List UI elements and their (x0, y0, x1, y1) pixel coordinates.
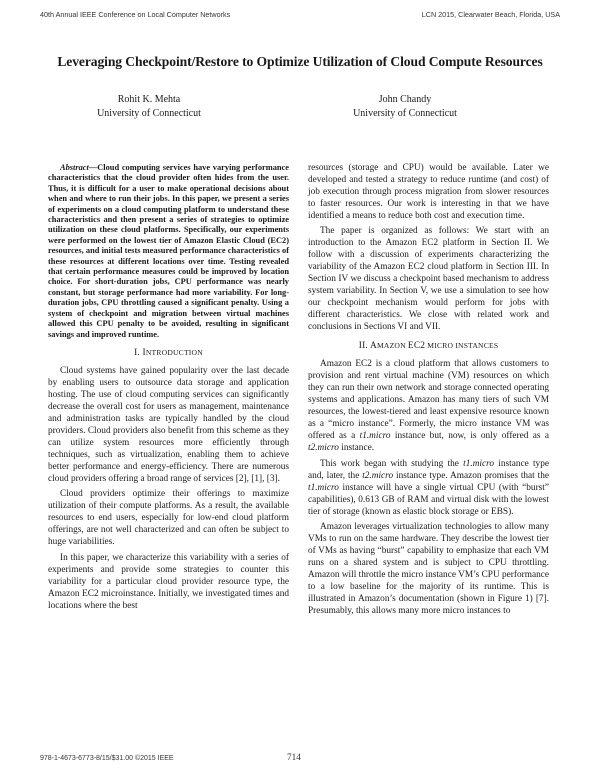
running-header-right: LCN 2015, Clearwater Beach, Florida, USA (421, 10, 560, 19)
right-column (308, 162, 549, 621)
paragraph: Amazon leverages virtualization technologies to allow many VMs to run on the same hardware. They describe the lowest tier of VMs as having “burst” capability to emphasize that each VM runs on a shared system and is subject to CPU throttling. Amazon will throttle the micro instance VM’s CPU performance to a low baseline for the majority of its runtime. This is illustrated in Amazon’s documentation (shown in Figure 1) [7]. Presumably, this allows many more micro instances to (308, 522, 549, 617)
author-block-2 (330, 93, 480, 121)
paragraph: Cloud providers optimize their offerings to maximize utilization of their compute platforms. As a result, the available resources to end users, especially for low-end cloud platform offerings, are not well characterized and can often be subject to huge variabilities. (48, 489, 289, 548)
page-number: 714 (287, 752, 301, 762)
running-header-left: 40th Annual IEEE Conference on Local Computer Networks (40, 10, 231, 19)
author-affiliation: University of Connecticut (97, 108, 201, 119)
paragraph: The paper is organized as follows: We start with an introduction to the Amazon EC2 platform in Section II. We follow with a discussion of experiments characterizing the variability of the Amazon EC2 cloud platform in Section III. In Section IV we discuss a checkpoint based mechanism to address system variability. In Section V, we use a simulation to see how our checkpoint mechanism would perform for jobs with different characteristics. We close with related work and conclusions in Sections VI and VII. (308, 226, 549, 333)
footer-copyright: 978-1-4673-6773-8/15/$31.00 ©2015 IEEE (40, 755, 174, 762)
section-heading-introduction: I. INTRODUCTION (134, 347, 203, 358)
abstract-text: —Cloud computing services have varying performance characteristics that the cloud provider often hides from the user. Thus, it is difficult for a user to make operational decisions about when and where to run their jobs. In this paper, we present a series of experiments on a cloud computing platform to understand these characteristics and then present a series of strategies to optimize utilization on these cloud platforms. Specifically, our experiments were performed on the lowest tier of Amazon Elastic Cloud (EC2) resources, and initial tests measured performance characteristics of these resources at different locations over time. Testing revealed that certain performance measures could be improved by location choice. For short-duration jobs, CPU performance was nearly constant, but storage performance had more variability. For long-duration jobs, CPU throttling caused a significant penalty. Using a system of checkpoint and migration between virtual machines allowed this CPU penalty to be avoided, resulting in significant savings and improved runtime. (48, 163, 289, 339)
section-heading-amazon-ec2: II. AMAZON EC2 MICRO INSTANCES (358, 341, 499, 352)
abstract-lead: Abstract (60, 163, 89, 172)
author-name: John Chandy (378, 94, 432, 105)
paper-title: Leveraging Checkpoint/Restore to Optimize Utilization of Cloud Compute Resources (57, 54, 543, 69)
paragraph: Amazon EC2 is a cloud platform that allows customers to provision and rent virtual machine (VM) resources on which they can run their own network and storage connected operating systems and applications. Amazon has many tiers of such VM resources, the lowest-tiered and least expensive resource known as a “micro instance”. Formerly, the micro instance VM was offered as a t1.micro instance but, now, is only offered as a t2.micro instance. (308, 359, 550, 454)
author-block-1 (74, 93, 224, 121)
left-column (48, 163, 289, 615)
paragraph: Cloud systems have gained popularity over the last decade by enabling users to outsource data storage and application hosting. The use of cloud computing services can significantly decrease the overall cost for users as management, maintenance and administration tasks are typically handled by the cloud providers. Cloud providers also benefit from this scheme as they can utilize system resources more efficiently through techniques, such as virtualization, enabling them to achieve better performance and energy-efficiency. There are numerous cloud providers offering a broad range of services [2], [1], [3]. (48, 365, 289, 484)
paragraph: In this paper, we characterize this variability with a series of experiments and provide some strategies to counter this variability for a particular cloud provider resource type, the Amazon EC2 microinstance. Initially, we investigated times and locations where the best (48, 552, 289, 611)
author-affiliation: University of Connecticut (353, 108, 457, 119)
paragraph: This work began with studying the t1.micro instance type and, later, the t2.micro instance type. Amazon promises that the t1.micro instance will have a single virtual CPU (with “burst” capabilities), 0.613 GB of RAM and virtual disk with the lowest tier of storage (known as elastic block storage or EBS). (308, 458, 549, 517)
paragraph: resources (storage and CPU) would be available. Later we developed and tested a strategy to reduce runtime (and cost) of job execution through process migration from slower resources to faster resources. Our work is interesting in that we have identified a means to reduce both cost and execution time. (308, 163, 549, 221)
author-name: Rohit K. Mehta (117, 94, 181, 105)
abstract (48, 163, 289, 340)
